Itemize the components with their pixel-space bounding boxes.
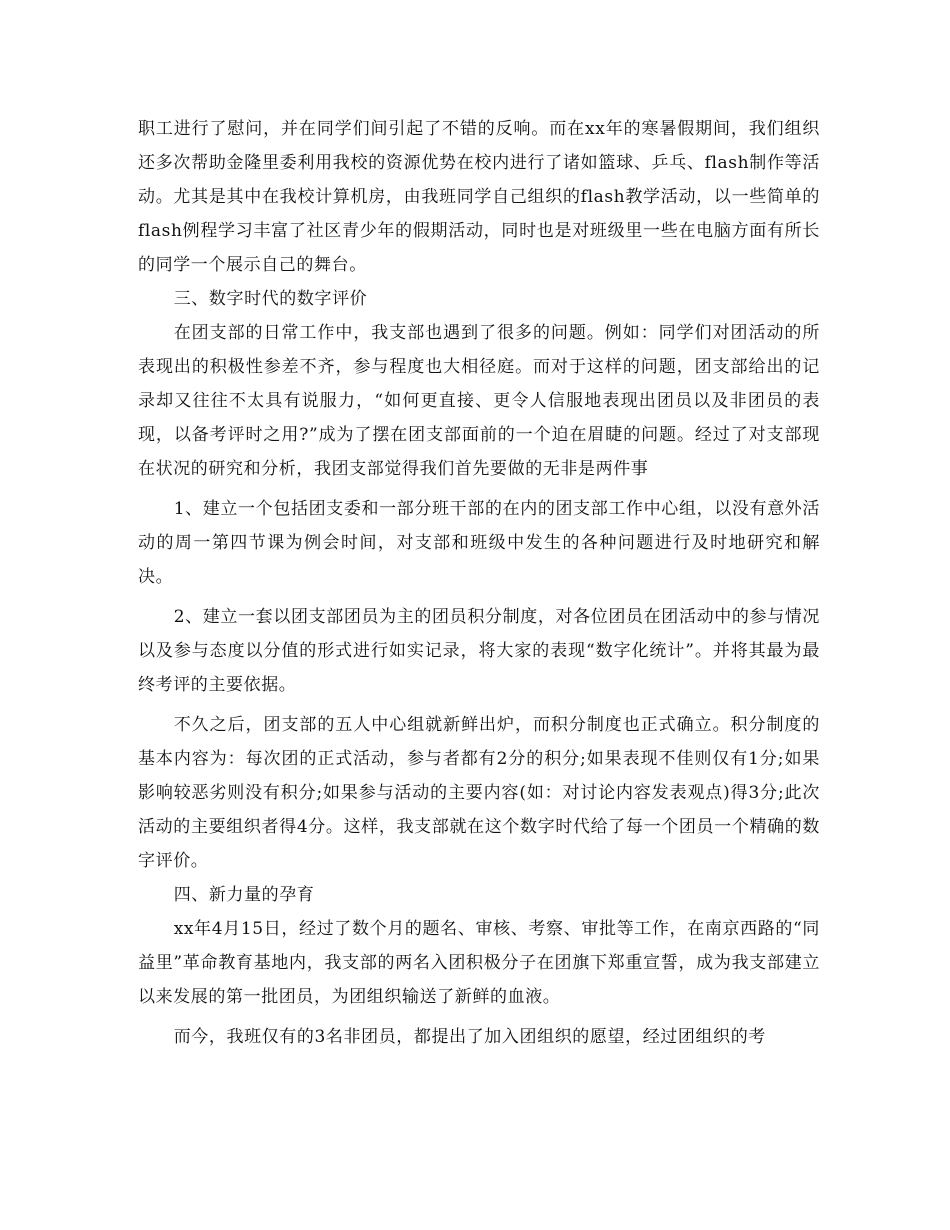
paragraph: xx年4月15日，经过了数个月的题名、审核、考察、审批等工作，在南京西路的“同益里”革命教育基地内，我支部的两名入团积极分子在团旗下郑重宣誓，成为我支部建立以来发展的第一批团员，为团组织输送了新鲜的血液。 bbox=[138, 919, 820, 1007]
section-heading: 三、数字时代的数字评价 bbox=[173, 289, 368, 309]
section-heading: 四、新力量的孕育 bbox=[173, 885, 315, 905]
list-item: 1、建立一个包括团支委和一部分班干部的在内的团支部工作中心组，以没有意外活动的周一第四节课为例会时间，对支部和班级中发生的各种问题进行及时地研究和解决。 bbox=[138, 499, 820, 587]
paragraph: 而今，我班仅有的3名非团员，都提出了加入团组织的愿望，经过团组织的考 bbox=[173, 1027, 766, 1047]
list-item: 2、建立一套以团支部团员为主的团员积分制度，对各位团员在团活动中的参与情况以及参与态度以分值的形式进行如实记录，将大家的表现“数字化统计”。并将其最为最终考评的主要依据。 bbox=[138, 607, 820, 695]
document-body bbox=[138, 112, 820, 1054]
paragraph: 职工进行了慰问，并在同学们间引起了不错的反响。而在xx年的寒暑假期间，我们组织还多次帮助金隆里委利用我校的资源优势在校内进行了诸如篮球、乒乓、flash制作等活动。尤其是其中在我校计算机房，由我班同学自己组织的flash教学活动，以一些简单的flash例程学习丰富了社区青少年的假期活动，同时也是对班级里一些在电脑方面有所长的同学一个展示自己的舞台。 bbox=[138, 119, 820, 275]
paragraph: 在团支部的日常工作中，我支部也遇到了很多的问题。例如：同学们对团活动的所表现出的积极性参差不齐，参与程度也大相径庭。而对于这样的问题，团支部给出的记录却又往往不太具有说服力，“如何更直接、更令人信服地表现出团员以及非团员的表现，以备考评时之用?”成为了摆在团支部面前的一个迫在眉睫的问题。经过了对支部现在状况的研究和分析，我团支部觉得我们首先要做的无非是两件事 bbox=[138, 323, 820, 479]
paragraph: 不久之后，团支部的五人中心组就新鲜出炉，而积分制度也正式确立。积分制度的基本内容为：每次团的正式活动，参与者都有2分的积分;如果表现不佳则仅有1分;如果影响较恶劣则没有积分;如果参与活动的主要内容(如：对讨论内容发表观点)得3分;此次活动的主要组织者得4分。这样，我支部就在这个数字时代给了每一个团员一个精确的数字评价。 bbox=[138, 715, 820, 871]
